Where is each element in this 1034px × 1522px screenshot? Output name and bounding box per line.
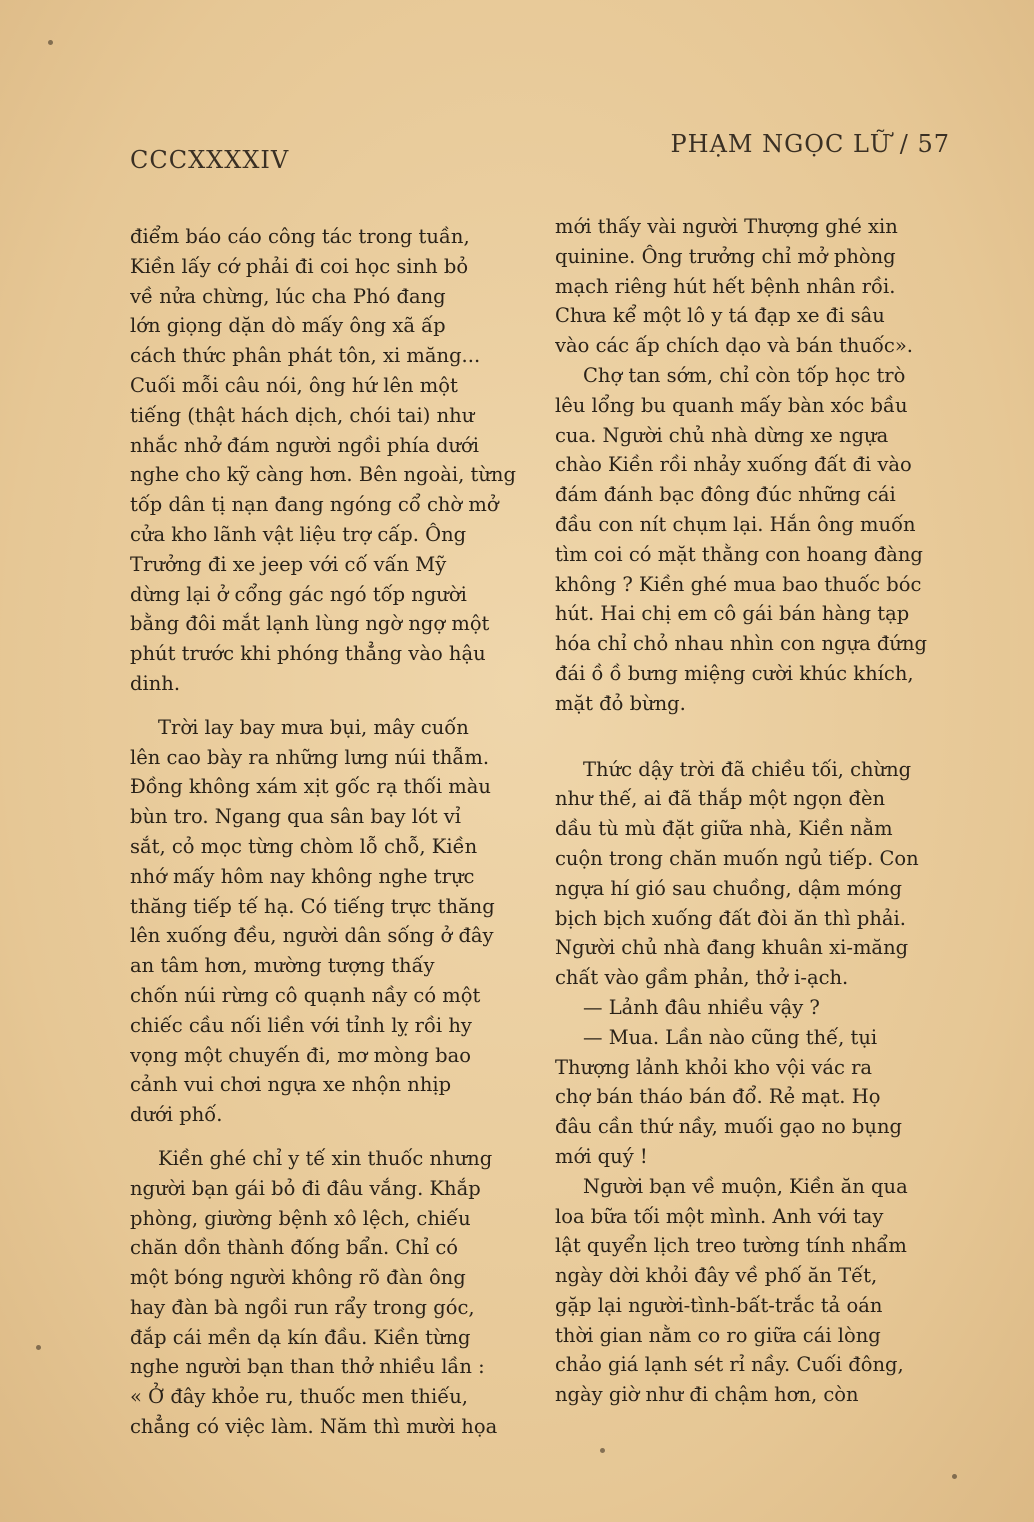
text-line: chào Kiền rồi nhảy xuống đất đi vào xyxy=(555,453,912,477)
text-line: cuộn trong chăn muốn ngủ tiếp. Con xyxy=(555,846,919,870)
text-line: cách thức phân phát tôn, xi măng... xyxy=(130,344,481,368)
text-line: dừng lại ở cổng gác ngó tốp người xyxy=(130,582,467,606)
text-line: Chưa kể một lô y tá đạp xe đi sâu xyxy=(555,304,885,328)
text-line: mạch riêng hút hết bệnh nhân rồi. xyxy=(555,274,896,298)
text-line: lên cao bày ra những lưng núi thẫm. xyxy=(130,745,490,769)
paper-speck xyxy=(600,1448,605,1453)
text-line: nhắc nhở đám người ngồi phía dưới xyxy=(130,433,480,457)
text-line: hay đàn bà ngồi run rẩy trong góc, xyxy=(130,1295,475,1319)
text-line: ngày giờ như đi chậm hơn, còn xyxy=(555,1383,859,1407)
text-line: — Lảnh đâu nhiều vậy ? xyxy=(583,995,820,1019)
text-line: an tâm hơn, mường tượng thấy xyxy=(130,954,435,978)
text-line: vào các ấp chích dạo và bán thuốc». xyxy=(555,334,913,358)
text-line: Người chủ nhà đang khuân xi-măng xyxy=(555,936,909,960)
text-line: mới thấy vài người Thượng ghé xin xyxy=(555,215,898,238)
text-line: nghe cho kỹ càng hơn. Bên ngoài, từng xyxy=(130,463,516,487)
text-line: nghe người bạn than thở nhiều lần : xyxy=(130,1355,485,1379)
text-line: quinine. Ông trưởng chỉ mở phòng xyxy=(555,244,896,268)
paragraph-gap xyxy=(555,719,953,755)
text-line: bùn tro. Ngang qua sân bay lót vỉ xyxy=(130,805,462,829)
text-line: nhớ mấy hôm nay không nghe trực xyxy=(130,864,475,888)
text-line: tìm coi có mặt thằng con hoang đàng xyxy=(555,542,923,566)
text-line: Đồng không xám xịt gốc rạ thối màu xyxy=(130,775,491,799)
paragraph-gap xyxy=(130,1130,528,1144)
text-line: chợ bán tháo bán đổ. Rẻ mạt. Họ xyxy=(555,1085,881,1109)
text-line: tiếng (thật hách dịch, chói tai) như xyxy=(130,403,475,427)
chapter-number: CCCXXXXIV xyxy=(130,146,290,174)
text-line: mới quý ! xyxy=(555,1144,648,1168)
text-line: như thế, ai đã thắp một ngọn đèn xyxy=(555,787,886,811)
text-line: đâu cần thứ nầy, muối gạo no bụng xyxy=(555,1115,903,1139)
text-line: cua. Người chủ nhà dừng xe ngựa xyxy=(555,423,889,447)
text-line: chảo giá lạnh sét rỉ nầy. Cuối đông, xyxy=(555,1353,904,1377)
text-line: Thượng lảnh khỏi kho vội vác ra xyxy=(555,1055,873,1079)
text-line: — Mua. Lần nào cũng thế, tụi xyxy=(583,1025,878,1049)
text-line: Kiền lấy cớ phải đi coi học sinh bỏ xyxy=(130,254,469,278)
paragraph-gap xyxy=(130,699,528,713)
text-line: Trưởng đi xe jeep với cố vấn Mỹ xyxy=(130,552,447,576)
text-line: chăn dồn thành đống bẩn. Chỉ có xyxy=(130,1236,458,1260)
text-line: tốp dân tị nạn đang ngóng cổ chờ mở xyxy=(130,493,499,517)
text-line: chốn núi rừng cô quạnh nầy có một xyxy=(130,983,481,1007)
text-line: vọng một chuyến đi, mơ mòng bao xyxy=(130,1043,471,1067)
text-line: Chợ tan sớm, chỉ còn tốp học trò xyxy=(583,363,906,387)
text-line: lật quyển lịch treo tường tính nhẩm xyxy=(555,1234,907,1258)
text-line: « Ở đây khỏe ru, thuốc men thiếu, xyxy=(130,1385,468,1409)
text-column-right xyxy=(555,212,953,1410)
text-line: dưới phố. xyxy=(130,1103,223,1127)
text-line: chẳng có việc làm. Năm thì mười họa xyxy=(130,1415,498,1439)
text-line: Trời lay bay mưa bụi, mây cuốn xyxy=(158,715,469,739)
text-line: sắt, cỏ mọc từng chòm lỗ chỗ, Kiền xyxy=(130,834,478,858)
text-line: lêu lổng bu quanh mấy bàn xóc bầu xyxy=(555,393,908,417)
text-line: gặp lại người-tình-bất-trắc tả oán xyxy=(555,1293,883,1317)
paper-speck xyxy=(952,1474,957,1479)
text-line: hóa chỉ chỏ nhau nhìn con ngựa đứng xyxy=(555,632,927,656)
text-line: Cuối mỗi câu nói, ông hứ lên một xyxy=(130,373,458,397)
text-line: về nửa chừng, lúc cha Phó đang xyxy=(130,284,446,308)
text-line: đầu con nít chụm lại. Hắn ông muốn xyxy=(555,512,916,536)
text-line: loa bữa tối một mình. Anh với tay xyxy=(555,1204,884,1228)
text-line: đám đánh bạc đông đúc những cái xyxy=(555,483,896,507)
text-line: phòng, giường bệnh xô lệch, chiếu xyxy=(130,1206,471,1230)
text-line: ngựa hí gió sau chuồng, dậm móng xyxy=(555,876,902,900)
text-line: người bạn gái bỏ đi đâu vắng. Khắp xyxy=(130,1176,481,1200)
text-line: mặt đỏ bừng. xyxy=(555,691,686,715)
text-line: bịch bịch xuống đất đòi ăn thì phải. xyxy=(555,906,906,930)
text-line: chất vào gầm phản, thở i-ạch. xyxy=(555,966,849,990)
text-line: dinh. xyxy=(130,671,181,695)
text-column-left xyxy=(130,222,528,1442)
text-line: ngày dời khỏi đây về phố ăn Tết, xyxy=(555,1264,878,1288)
running-header: PHẠM NGỌC LỮ / 57 xyxy=(670,130,950,158)
text-line: dầu tù mù đặt giữa nhà, Kiền nằm xyxy=(555,817,893,841)
text-line: Người bạn về muộn, Kiền ăn qua xyxy=(583,1174,908,1198)
text-line: Kiền ghé chỉ y tế xin thuốc nhưng xyxy=(158,1146,493,1170)
paper-speck xyxy=(48,40,53,45)
text-line: hút. Hai chị em cô gái bán hàng tạp xyxy=(555,602,910,626)
text-line: không ? Kiền ghé mua bao thuốc bóc xyxy=(555,572,922,596)
text-line: thời gian nằm co ro giữa cái lòng xyxy=(555,1323,881,1347)
text-line: đái ồ ồ bưng miệng cười khúc khích, xyxy=(555,661,914,685)
text-line: Thức dậy trời đã chiều tối, chừng xyxy=(583,757,912,781)
text-line: lên xuống đều, người dân sống ở đây xyxy=(130,924,494,948)
text-line: điểm báo cáo công tác trong tuần, xyxy=(130,225,470,248)
text-line: cửa kho lãnh vật liệu trợ cấp. Ông xyxy=(130,522,467,546)
text-line: một bóng người không rõ đàn ông xyxy=(130,1266,466,1290)
text-line: cảnh vui chơi ngựa xe nhộn nhịp xyxy=(130,1073,452,1097)
paper-speck xyxy=(36,1345,41,1350)
text-line: chiếc cầu nối liền với tỉnh lỵ rồi hy xyxy=(130,1013,472,1037)
text-line: đắp cái mền dạ kín đầu. Kiền từng xyxy=(130,1325,471,1349)
text-line: phút trước khi phóng thẳng vào hậu xyxy=(130,642,486,666)
text-line: lớn giọng dặn dò mấy ông xã ấp xyxy=(130,314,446,338)
text-line: bằng đôi mắt lạnh lùng ngờ ngợ một xyxy=(130,612,490,636)
text-line: thăng tiếp tế hạ. Có tiếng trực thăng xyxy=(130,894,495,918)
